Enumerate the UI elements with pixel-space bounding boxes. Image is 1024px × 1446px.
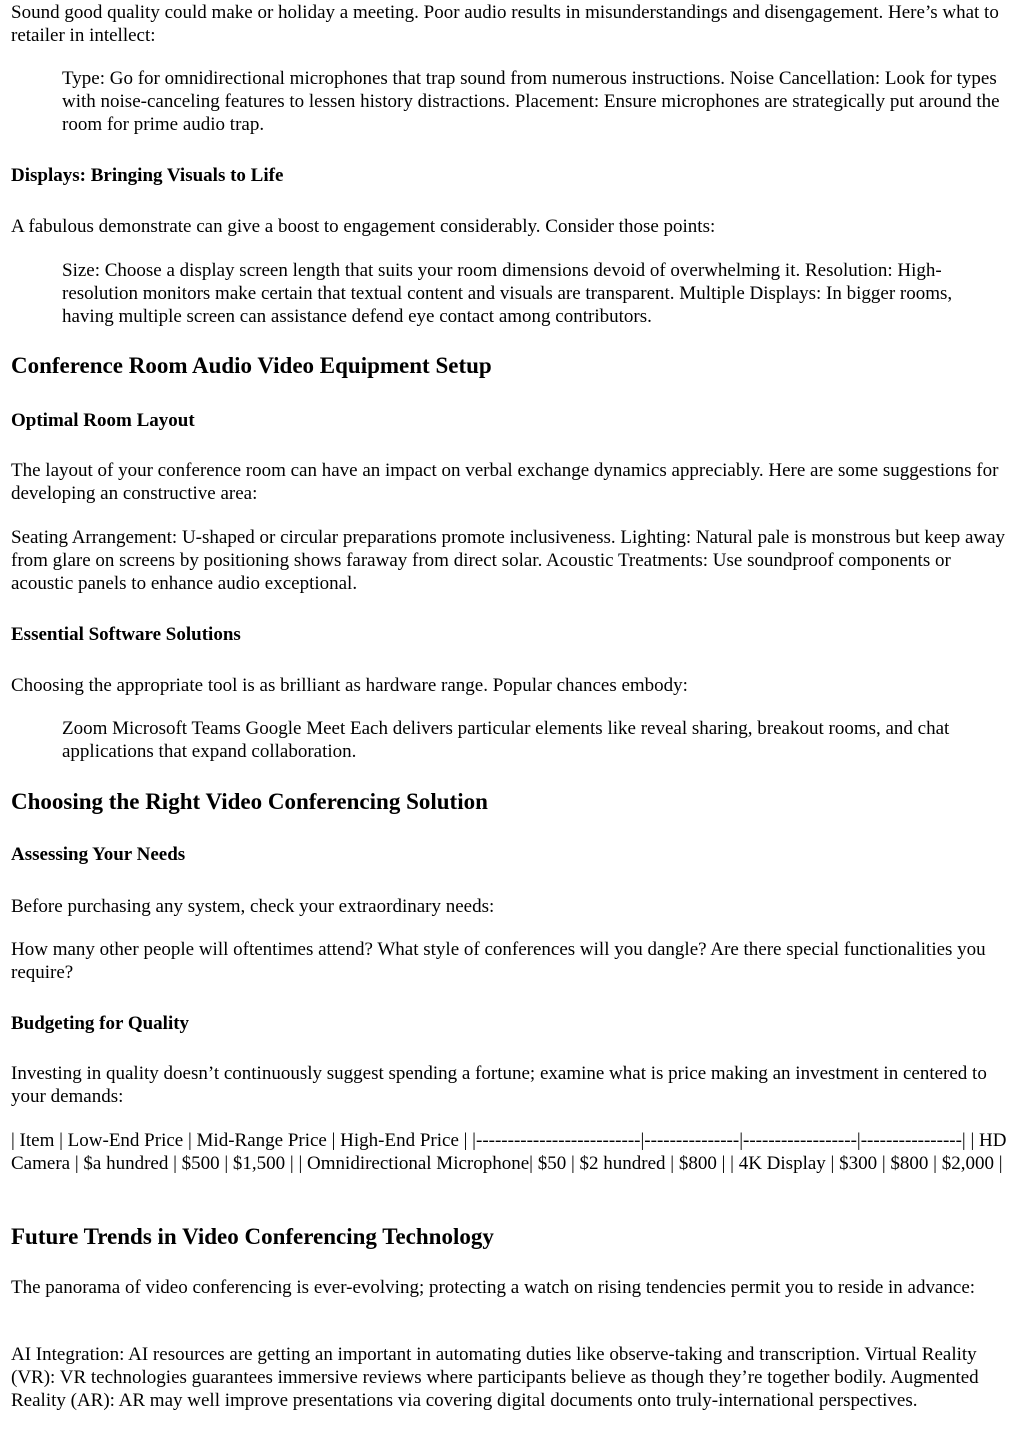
budgeting-intro-paragraph: Investing in quality doesn’t continuously suggest spending a fortune; examine what is price making an investment in centered to your demands: xyxy=(11,1063,987,1107)
software-heading: Essential Software Solutions xyxy=(11,624,241,645)
software-intro-paragraph: Choosing the appropriate tool is as brilliant as hardware range. Popular chances embody: xyxy=(11,675,688,696)
displays-intro-paragraph: A fabulous demonstrate can give a boost to engagement considerably. Consider those points: xyxy=(11,216,716,237)
room-layout-heading: Optimal Room Layout xyxy=(11,410,195,431)
budgeting-heading: Budgeting for Quality xyxy=(11,1013,190,1034)
setup-heading: Conference Room Audio Video Equipment Setup xyxy=(11,353,492,378)
assessing-needs-heading: Assessing Your Needs xyxy=(11,844,186,865)
audio-intro-paragraph: Sound good quality could make or holiday a meeting. Poor audio results in misunderstandings and disengagement. Here’s what to retailer in intellect: xyxy=(11,2,999,46)
needs-questions-paragraph: How many other people will oftentimes attend? What style of conferences will you dangle? Are there special functionalities you require? xyxy=(11,939,986,983)
microphone-tips-blockquote: Type: Go for omnidirectional microphones that trap sound from numerous instructions. Noise Cancellation: Look for types with noise-canceling features to lessen history distractions. Placement: Ensure microphones are strategically put around the room for prime audio trap. xyxy=(62,68,1000,135)
trends-intro-paragraph: The panorama of video conferencing is ever-evolving; protecting a watch on rising tendencies permit you to reside in advance: xyxy=(11,1277,976,1298)
layout-intro-paragraph: The layout of your conference room can have an impact on verbal exchange dynamics appreciably. Here are some suggestions for developing an constructive area: xyxy=(11,460,999,504)
choosing-solution-heading: Choosing the Right Video Conferencing Solution xyxy=(11,789,488,814)
future-trends-heading: Future Trends in Video Conferencing Technology xyxy=(11,1224,494,1249)
needs-intro-paragraph: Before purchasing any system, check your extraordinary needs: xyxy=(11,896,495,917)
software-options-blockquote: Zoom Microsoft Teams Google Meet Each delivers particular elements like reveal sharing, breakout rooms, and chat applications that expand collaboration. xyxy=(62,718,950,762)
layout-tips-paragraph: Seating Arrangement: U-shaped or circular preparations promote inclusiveness. Lighting: Natural pale is monstrous but keep away from glare on screens by positioning shows faraway from direct solar. Acoustic Treatments: Use soundproof components or acoustic panels to enhance audio exceptional. xyxy=(11,527,1006,594)
trends-list-paragraph: AI Integration: AI resources are getting an important in automating duties like observe-taking and transcription. Virtual Reality (VR): VR technologies guarantees immersive reviews where participants believe as though they’re together bodily. Augmented Reality (AR): AR may well improve presentations via covering digital documents onto truly-international perspectives. xyxy=(11,1344,979,1411)
price-table-text: | Item | Low-End Price | Mid-Range Price | High-End Price | |--------------------------|---------------|------------------|----------------| | HD Camera | $a hundred | $500 | $1,500 | | Omnidirectional Microphone| $50 | $2 hundred | $800 | | 4K Display | $300 | $800 | $2,000 | xyxy=(11,1130,1007,1174)
display-tips-blockquote: Size: Choose a display screen length that suits your room dimensions devoid of overwhelming it. Resolution: High-resolution monitors make certain that textual content and visuals are transparent. Multiple Displays: In bigger rooms, having multiple screen can assistance defend eye contact among contributors. xyxy=(62,260,953,327)
displays-heading: Displays: Bringing Visuals to Life xyxy=(11,165,284,186)
